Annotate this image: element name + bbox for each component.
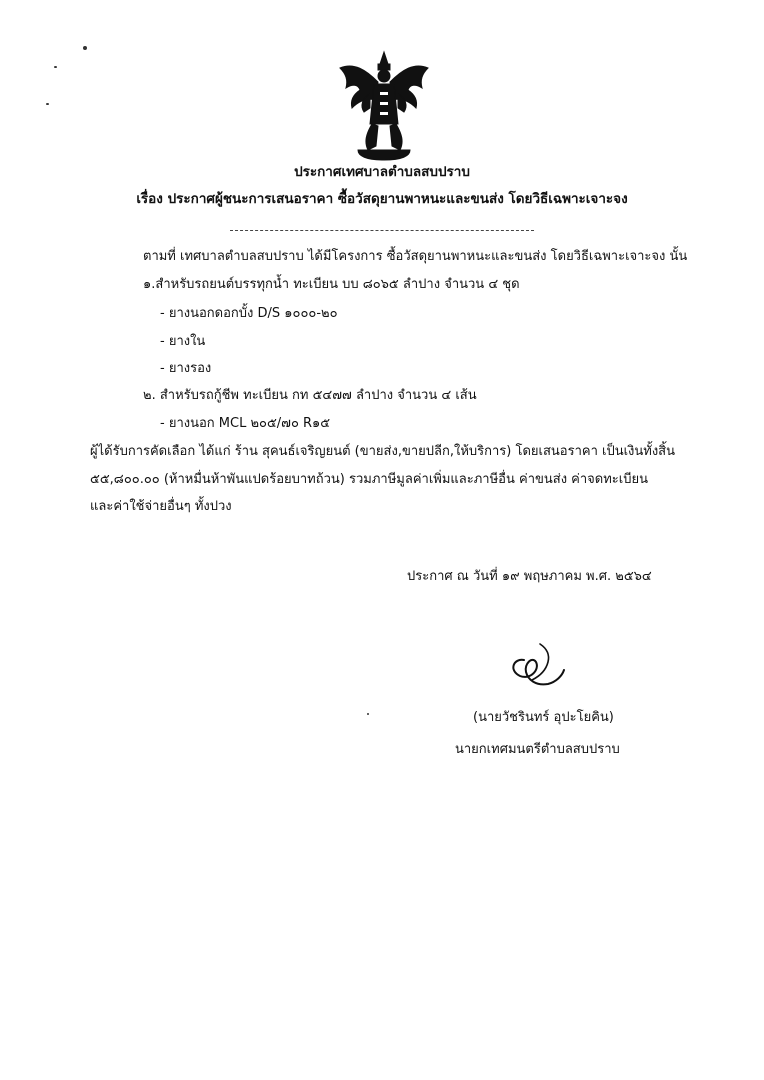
signer-title: นายกเทศมนตรีตำบลสบปราบ bbox=[455, 742, 620, 757]
item-1-subitem: - ยางรอง bbox=[160, 361, 212, 376]
winner-paragraph-line: ผู้ได้รับการคัดเลือก ได้แก่ ร้าน สุคนธ์เจริญยนต์ (ขายส่ง,ขายปลีก,ให้บริการ) โดยเสนอราคา เป็นเงินทั้งสิ้น bbox=[90, 444, 676, 459]
scan-speck bbox=[83, 46, 87, 50]
item-2-subitem: - ยางนอก MCL ๒๐๕/๗๐ R๑๕ bbox=[160, 416, 331, 431]
item-1-heading: ๑.สำหรับรถยนต์บรรทุกน้ำ ทะเบียน บบ ๘๐๖๕ ลำปาง จำนวน ๔ ชุด bbox=[143, 277, 520, 292]
scan-speck bbox=[367, 713, 369, 715]
title-divider bbox=[230, 230, 534, 231]
scan-speck bbox=[46, 103, 49, 105]
signature-icon bbox=[500, 640, 570, 696]
garuda-emblem-icon bbox=[336, 50, 432, 162]
announcement-subject: เรื่อง ประกาศผู้ชนะการเสนอราคา ซื้อวัสดุยานพาหนะและขนส่ง โดยวิธีเฉพาะเจาะจง bbox=[136, 191, 628, 207]
signer-name: (นายวัชรินทร์ อุปะโยคิน) bbox=[473, 710, 614, 725]
winner-paragraph-line: และค่าใช้จ่ายอื่นๆ ทั้งปวง bbox=[90, 499, 232, 514]
scan-speck bbox=[54, 66, 57, 68]
item-1-subitem: - ยางใน bbox=[160, 334, 206, 349]
item-1-subitem: - ยางนอกดอกบั้ง D/S ๑๐๐๐-๒๐ bbox=[160, 306, 338, 321]
announcement-date: ประกาศ ณ วันที่ ๑๙ พฤษภาคม พ.ศ. ๒๕๖๔ bbox=[407, 569, 652, 584]
intro-paragraph: ตามที่ เทศบาลตำบลสบปราบ ได้มีโครงการ ซื้อวัสดุยานพาหนะและขนส่ง โดยวิธีเฉพาะเจาะจง นั้น bbox=[143, 249, 688, 264]
winner-paragraph-line: ๕๕,๘๐๐.๐๐ (ห้าหมื่นห้าพันแปดร้อยบาทถ้วน) รวมภาษีมูลค่าเพิ่มและภาษีอื่น ค่าขนส่ง ค่าจดทะเบียน bbox=[90, 472, 648, 487]
item-2-heading: ๒. สำหรับรถกู้ชีพ ทะเบียน กท ๕๔๗๗ ลำปาง จำนวน ๔ เส้น bbox=[143, 388, 477, 403]
announcement-title: ประกาศเทศบาลตำบลสบปราบ bbox=[294, 164, 470, 180]
